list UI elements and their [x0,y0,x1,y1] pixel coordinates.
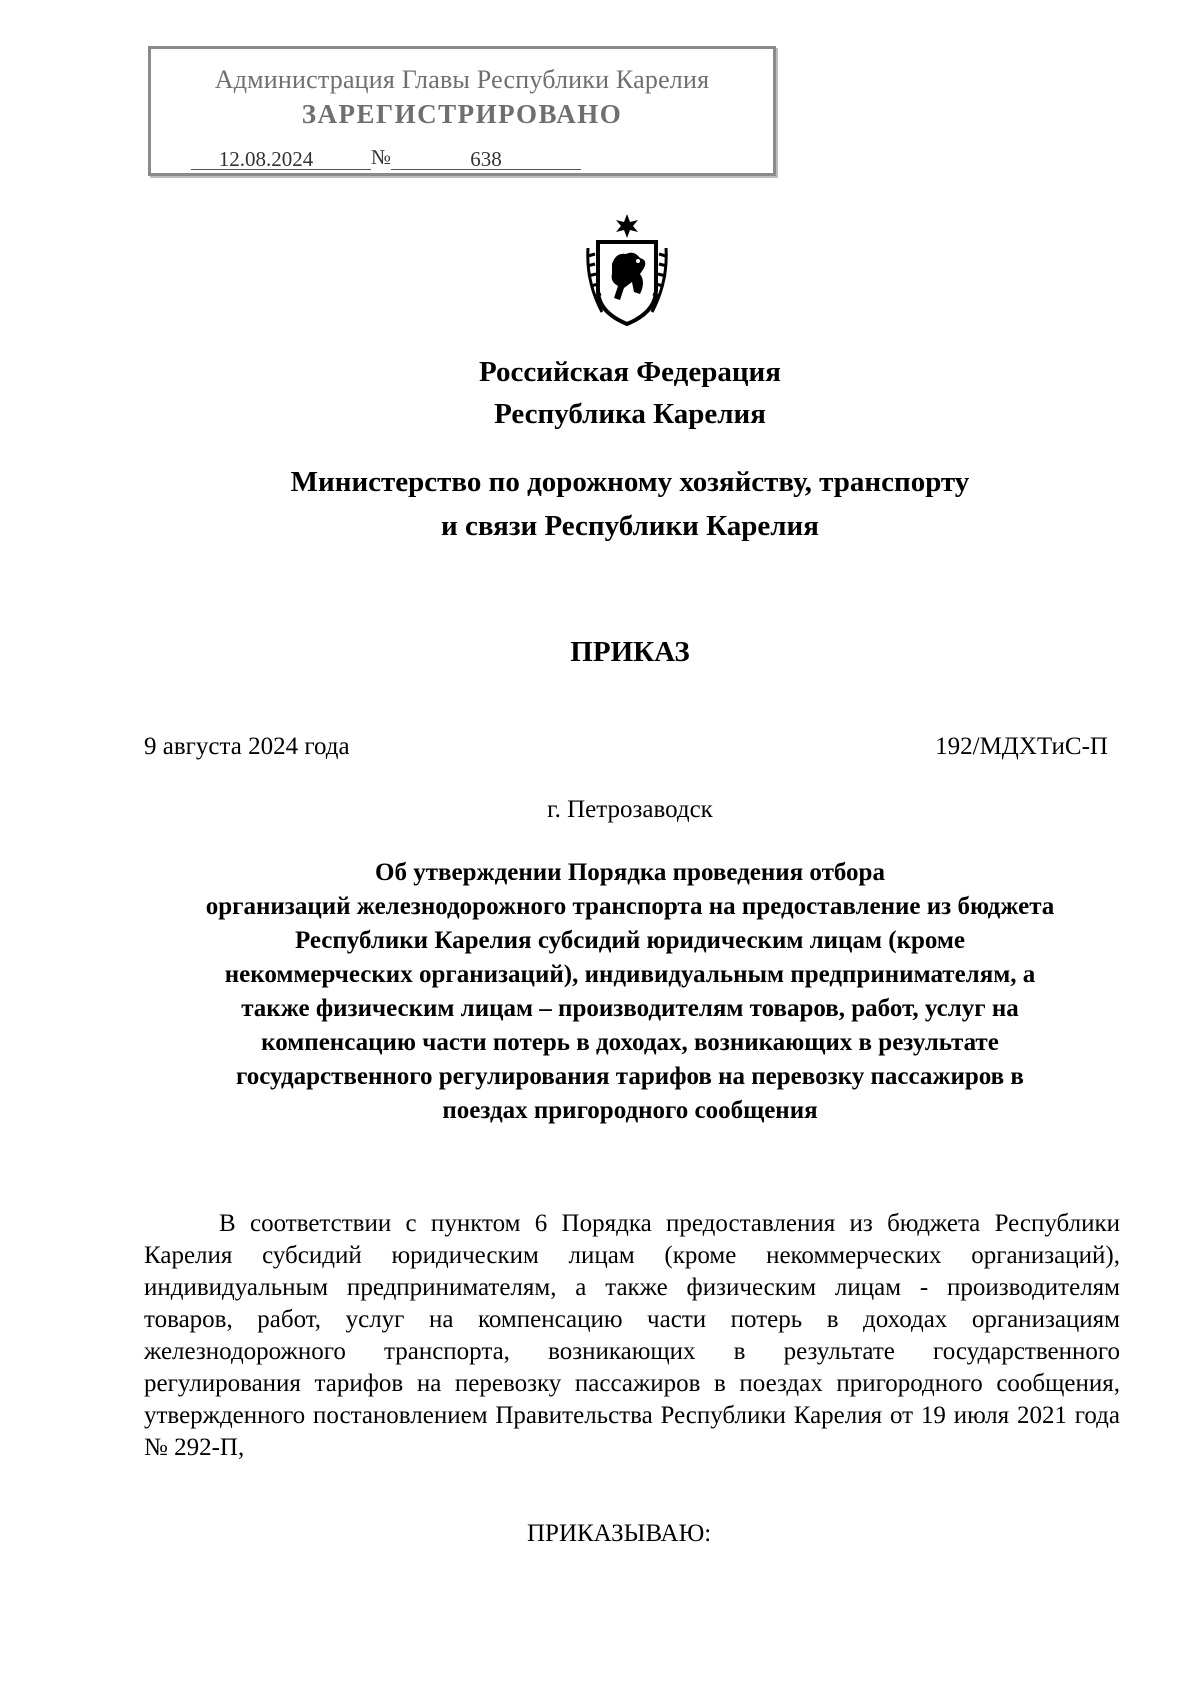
preamble-paragraph: В соответствии с пунктом 6 Порядка предоставления из бюджета Республики Карелия субсидий юридическим лицам (кроме некоммерческих организаций), индивидуальным предпринимателям, а также физическим лицам - производителям товаров, работ, услуг на компенсацию части потерь в доходах организациям железнодорожного транспорта, возникающих в результате государственного регулирования тарифов на перевозку пассажиров в поездах пригородного сообщения, утвержденного постановлением Правительства Республики Карелия от 19 июля 2021 года № 292-П, [144,1210,1120,1461]
ministry-name-line2: и связи Республики Карелия [441,510,819,542]
region-name: Республика Карелия [494,398,766,430]
document-city: г. Петрозаводск [547,796,713,823]
title-line: также физическим лицам – производителям товаров, работ, услуг на [241,995,1019,1022]
title-line: государственного регулирования тарифов на перевозку пассажиров в [236,1063,1024,1090]
title-line: компенсацию части потерь в доходах, возникающих в результате [261,1029,999,1056]
country-name: Российская Федерация [479,356,781,388]
document-title [140,856,1120,1128]
stamp-date: 12.08.2024 [191,147,341,170]
title-line: некоммерческих организаций), индивидуальным предпринимателям, а [224,961,1036,988]
stamp-number-label: № [371,145,392,169]
karelia-coat-of-arms-icon [582,212,672,328]
title-line: Об утверждении Порядка проведения отбора [375,859,885,886]
title-line: организаций железнодорожного транспорта на предоставление из бюджета [205,893,1055,920]
ministry-name-line1: Министерство по дорожному хозяйству, транспорту [290,466,970,498]
document-number: 192/МДХТиС-П [935,733,1108,760]
title-line: Республики Карелия субсидий юридическим лицам (кроме [294,927,966,954]
stamp-registered: ЗАРЕГИСТРИРОВАНО [301,99,623,129]
title-line: поездах пригородного сообщения [442,1097,818,1124]
stamp-registration-row [191,145,581,170]
order-word: ПРИКАЗЫВАЮ: [527,1520,712,1547]
document-date: 9 августа 2024 года [144,733,350,760]
stamp-authority: Администрация Главы Республики Карелия [214,65,710,94]
document-type: ПРИКАЗ [570,636,690,668]
registration-stamp [148,46,776,176]
stamp-number: 638 [391,147,581,170]
